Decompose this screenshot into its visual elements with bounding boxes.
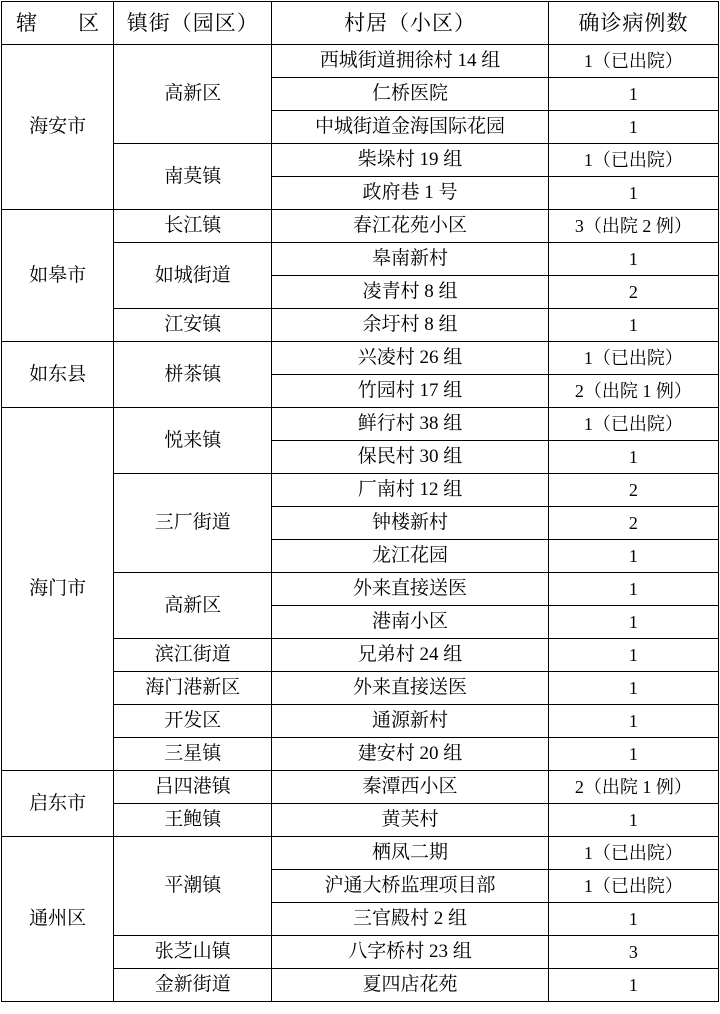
village-cell: 皋南新村	[272, 243, 548, 276]
town-cell: 江安镇	[114, 309, 272, 342]
village-cell: 建安村 20 组	[272, 738, 548, 771]
town-cell: 长江镇	[114, 210, 272, 243]
village-cell: 栖凤二期	[272, 837, 548, 870]
case-count-cell: 1	[548, 705, 718, 738]
town-cell: 平潮镇	[114, 837, 272, 936]
town-cell: 三星镇	[114, 738, 272, 771]
table-row	[2, 210, 719, 243]
district-cell: 海门市	[2, 408, 114, 771]
table-row	[2, 408, 719, 441]
village-cell: 柴垛村 19 组	[272, 144, 548, 177]
case-count-cell: 1	[548, 903, 718, 936]
village-cell: 凌青村 8 组	[272, 276, 548, 309]
village-cell: 通源新村	[272, 705, 548, 738]
table-body	[2, 45, 719, 1002]
district-cell: 通州区	[2, 837, 114, 1002]
case-count-cell: 2	[548, 507, 718, 540]
town-cell: 滨江街道	[114, 639, 272, 672]
village-cell: 龙江花园	[272, 540, 548, 573]
village-cell: 兴凌村 26 组	[272, 342, 548, 375]
case-count-cell: 1	[548, 969, 718, 1002]
table-row	[2, 342, 719, 375]
table-row	[2, 45, 719, 78]
table-header	[2, 2, 719, 45]
town-cell: 开发区	[114, 705, 272, 738]
village-cell: 沪通大桥监理项目部	[272, 870, 548, 903]
village-cell: 兄弟村 24 组	[272, 639, 548, 672]
case-count-cell: 1	[548, 573, 718, 606]
case-count-cell: 1	[548, 639, 718, 672]
town-cell: 栟茶镇	[114, 342, 272, 408]
case-count-cell: 1	[548, 243, 718, 276]
column-header-village: 村居（小区）	[272, 2, 548, 45]
column-header-town: 镇街（园区）	[114, 2, 272, 45]
village-cell: 八字桥村 23 组	[272, 936, 548, 969]
case-count-cell: 1（已出院）	[548, 144, 718, 177]
village-cell: 外来直接送医	[272, 573, 548, 606]
header-row	[2, 2, 719, 45]
village-cell: 鲜行村 38 组	[272, 408, 548, 441]
district-cell: 如东县	[2, 342, 114, 408]
village-cell: 竹园村 17 组	[272, 375, 548, 408]
case-table-sheet	[0, 1, 720, 1014]
case-count-cell: 1	[548, 177, 718, 210]
case-count-cell: 1（已出院）	[548, 342, 718, 375]
case-count-cell: 2	[548, 276, 718, 309]
village-cell: 外来直接送医	[272, 672, 548, 705]
village-cell: 黄芙村	[272, 804, 548, 837]
town-cell: 吕四港镇	[114, 771, 272, 804]
district-cell: 海安市	[2, 45, 114, 210]
case-count-cell: 1（已出院）	[548, 837, 718, 870]
case-count-cell: 1	[548, 78, 718, 111]
district-cell: 启东市	[2, 771, 114, 837]
village-cell: 西城街道拥徐村 14 组	[272, 45, 548, 78]
case-count-cell: 3	[548, 936, 718, 969]
village-cell: 政府巷 1 号	[272, 177, 548, 210]
case-count-cell: 1	[548, 309, 718, 342]
case-count-cell: 2（出院 1 例）	[548, 375, 718, 408]
village-cell: 秦潭西小区	[272, 771, 548, 804]
district-cell: 如皋市	[2, 210, 114, 342]
village-cell: 厂南村 12 组	[272, 474, 548, 507]
case-count-cell: 1	[548, 606, 718, 639]
village-cell: 余圩村 8 组	[272, 309, 548, 342]
town-cell: 悦来镇	[114, 408, 272, 474]
column-header-count: 确诊病例数	[548, 2, 718, 45]
case-count-cell: 2（出院 1 例）	[548, 771, 718, 804]
village-cell: 钟楼新村	[272, 507, 548, 540]
case-count-cell: 1（已出院）	[548, 408, 718, 441]
town-cell: 海门港新区	[114, 672, 272, 705]
town-cell: 如城街道	[114, 243, 272, 309]
village-cell: 夏四店花苑	[272, 969, 548, 1002]
village-cell: 港南小区	[272, 606, 548, 639]
town-cell: 南莫镇	[114, 144, 272, 210]
case-count-cell: 1	[548, 804, 718, 837]
case-count-cell: 1	[548, 672, 718, 705]
town-cell: 金新街道	[114, 969, 272, 1002]
case-count-cell: 1	[548, 540, 718, 573]
case-count-cell: 1	[548, 111, 718, 144]
village-cell: 仁桥医院	[272, 78, 548, 111]
town-cell: 张芝山镇	[114, 936, 272, 969]
column-header-district: 辖 区	[2, 2, 114, 45]
case-count-cell: 2	[548, 474, 718, 507]
town-cell: 王鲍镇	[114, 804, 272, 837]
table-row	[2, 837, 719, 870]
case-count-cell: 1	[548, 441, 718, 474]
town-cell: 三厂街道	[114, 474, 272, 573]
case-count-cell: 1	[548, 738, 718, 771]
town-cell: 高新区	[114, 573, 272, 639]
case-count-cell: 1（已出院）	[548, 45, 718, 78]
town-cell: 高新区	[114, 45, 272, 144]
village-cell: 中城街道金海国际花园	[272, 111, 548, 144]
village-cell: 春江花苑小区	[272, 210, 548, 243]
village-cell: 保民村 30 组	[272, 441, 548, 474]
case-count-cell: 3（出院 2 例）	[548, 210, 718, 243]
village-cell: 三官殿村 2 组	[272, 903, 548, 936]
confirmed-cases-table	[1, 1, 719, 1002]
case-count-cell: 1（已出院）	[548, 870, 718, 903]
table-row	[2, 771, 719, 804]
